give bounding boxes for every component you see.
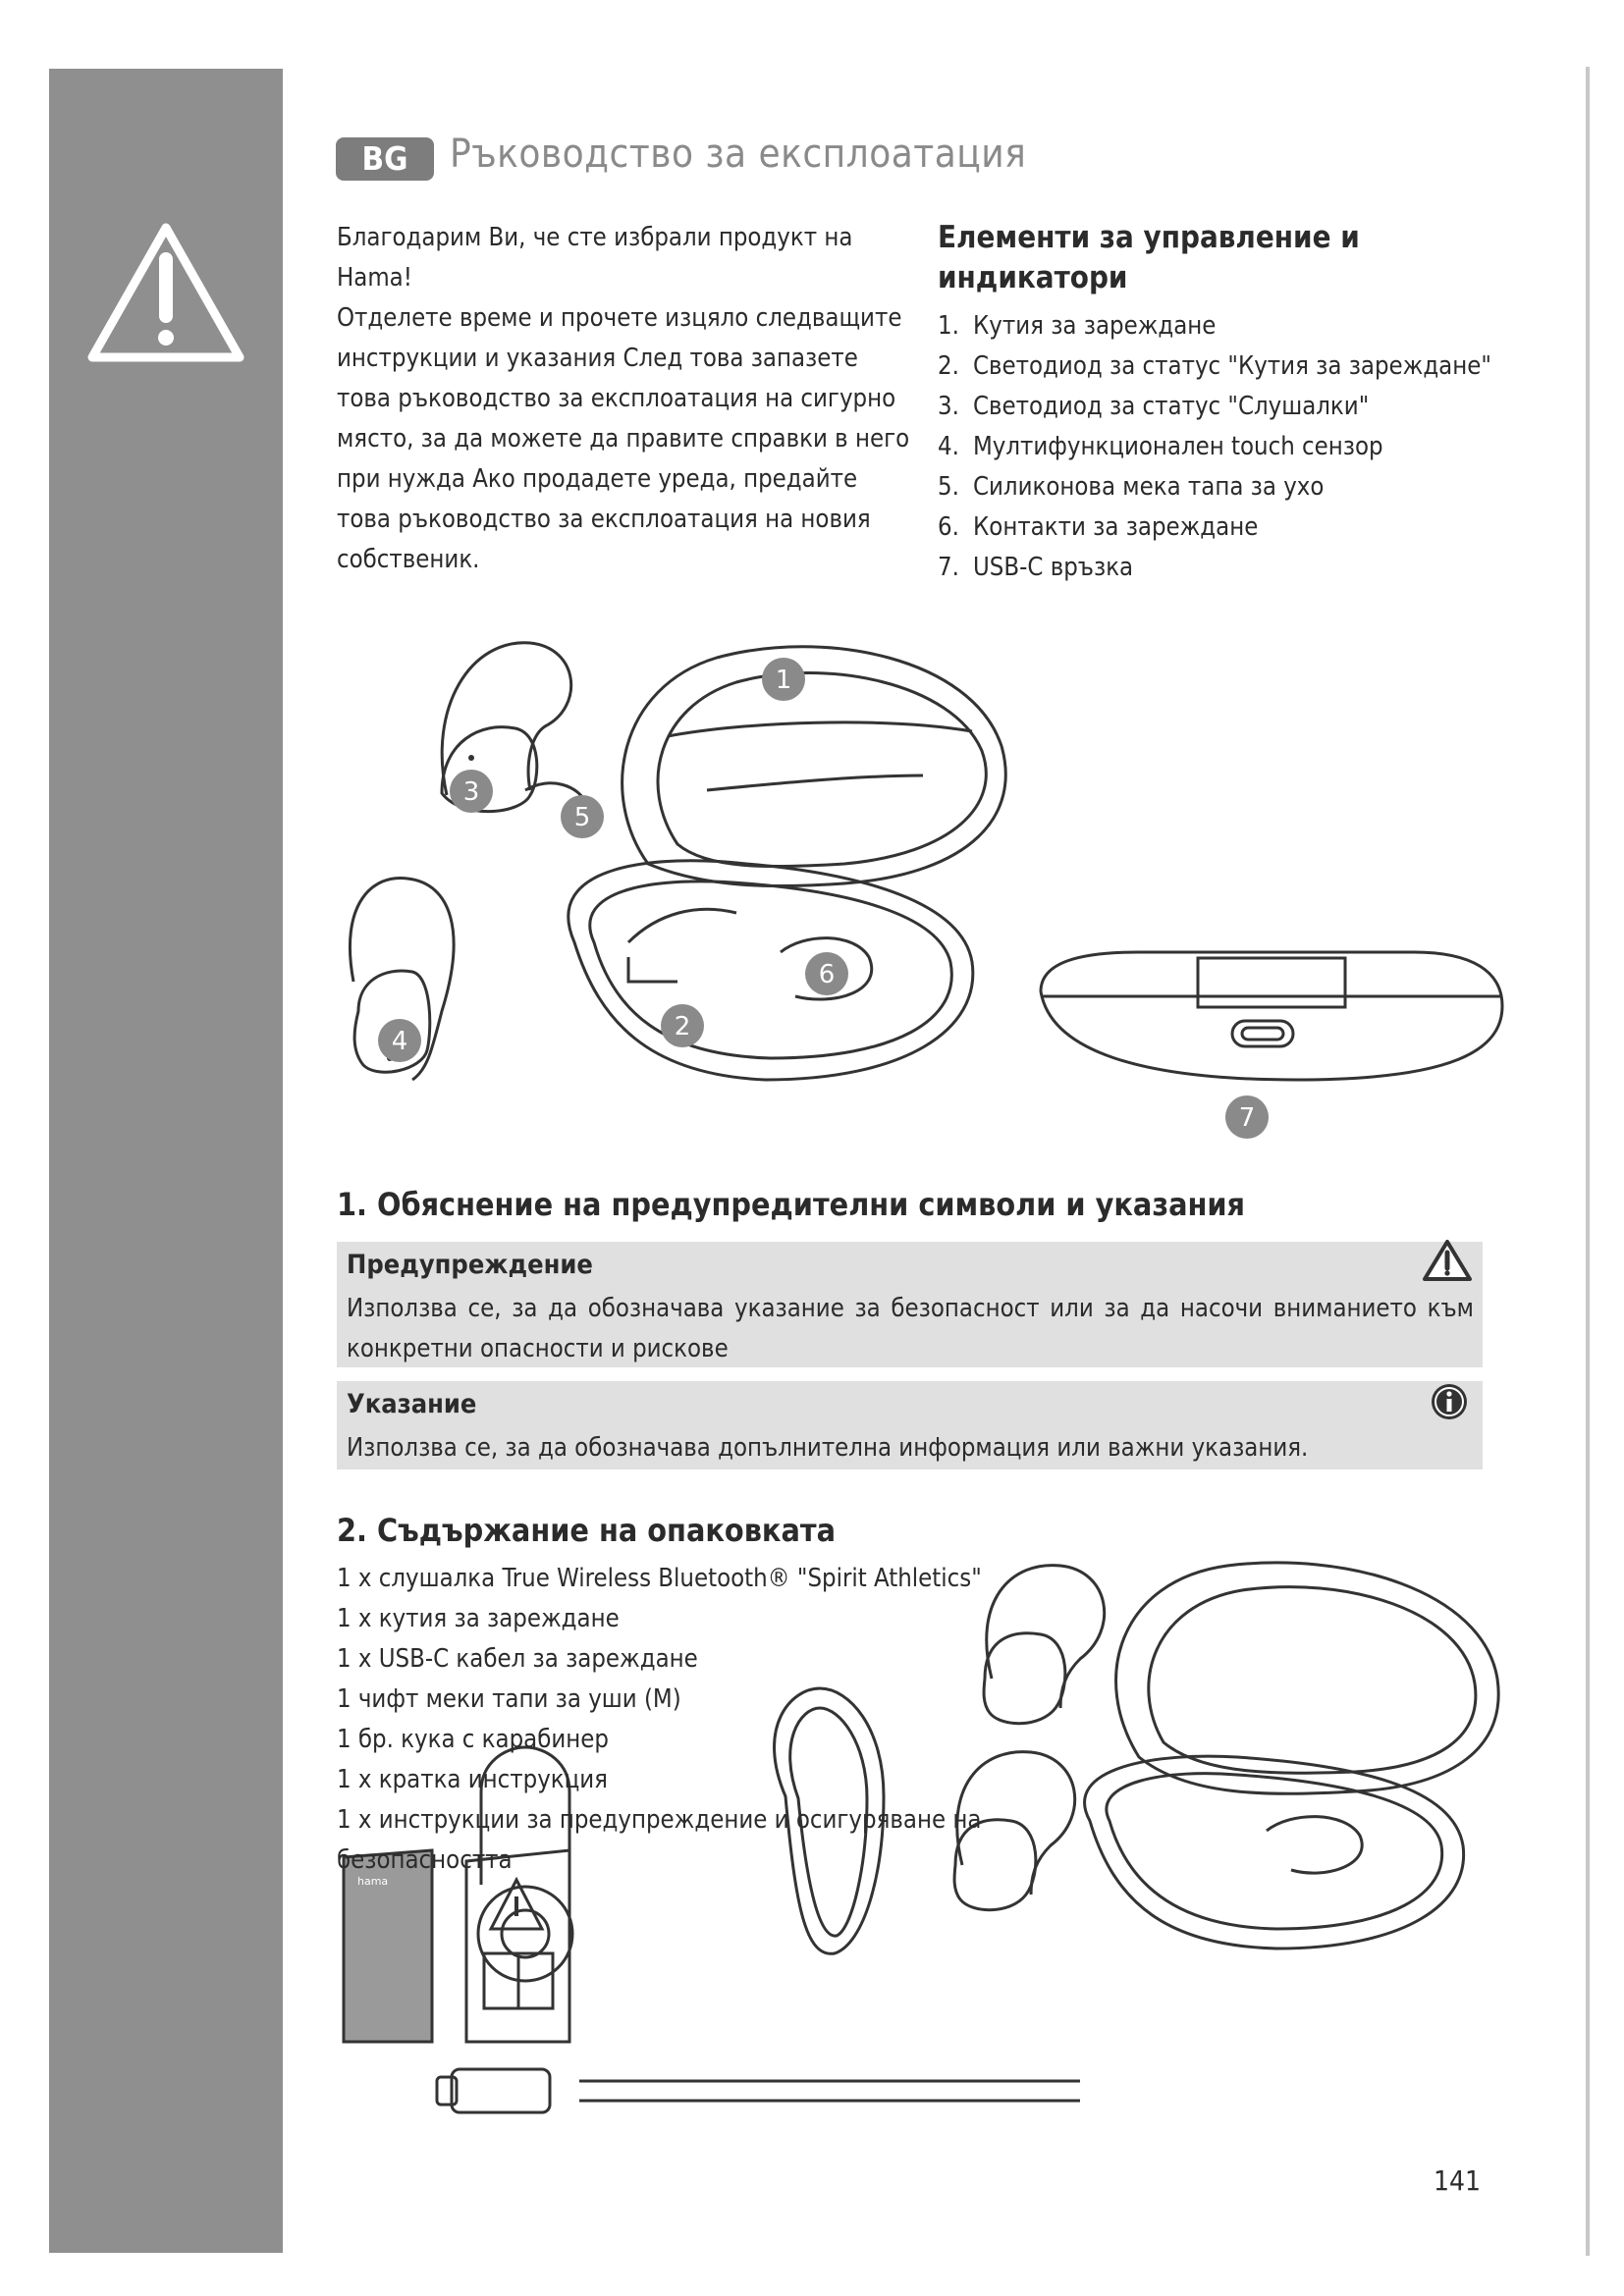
list-item [938,387,1491,427]
callout-2 [661,1004,704,1047]
item-label: Светодиод за статус "Слушалки" [973,392,1370,421]
list-item [938,548,1491,588]
note-title: Указание [347,1389,477,1419]
controls-heading: Елементи за управление и индикатори [938,220,1360,295]
list-item: 1 чифт меки тапи за уши (M) [337,1684,681,1714]
document-title: Ръководство за експлоатация [450,132,1027,177]
callout-label: 3 [462,777,480,807]
list-item: 1 x кутия за зареждане [337,1604,620,1633]
callout-label: 4 [391,1027,408,1056]
page-edge-rule [1586,67,1590,2256]
product-diagram [334,618,1522,1168]
list-item: 1 x кратка инструкция [337,1765,608,1794]
list-item: 1 x USB-C кабел за зареждане [337,1644,698,1674]
list-item: 1 x инструкции за предупреждение и осигуряване на безопасността [337,1805,982,1875]
list-item [938,306,1491,347]
item-label: Кутия за зареждане [973,311,1217,341]
item-label: USB-C връзка [973,553,1134,582]
list-item [938,347,1491,387]
section-1-heading: 1. Обяснение на предупредителни символи и указания [337,1186,1246,1223]
callout-7 [1225,1095,1269,1139]
intro-paragraph: Отделете време и прочете изцяло следващите инструкции и указания След това запазете това ръководство за експлоатация на сигурно място, за да можете да правите справки в него при нужда Ако продадете уреда, предайте това ръководство за експлоатация на новия собственик. [337,303,910,574]
item-number: 2. [938,351,959,381]
case-side-drawing [1041,952,1502,1080]
item-label: Силиконова мека тапа за ухо [973,472,1325,502]
warning-triangle-icon [86,222,245,364]
item-number: 7. [938,553,959,582]
warning-text: Използва се, за да обозначава указание за безопасност или за да насочи вниманието към конкретни опасности и рискове [347,1294,1474,1363]
page-number: 141 [1434,2164,1482,2197]
callout-4 [378,1019,421,1062]
warning-triangle-icon [1422,1239,1473,1282]
language-badge: BG [336,137,434,181]
item-number: 5. [938,472,959,502]
intro-paragraph: Благодарим Ви, че сте избрали продукт на Hama! [337,223,853,293]
list-item: 1 x слушалка True Wireless Bluetooth® "Spirit Athletics" [337,1564,982,1593]
callout-6 [805,952,848,995]
warning-title: Предупреждение [347,1250,593,1280]
callout-label: 5 [573,803,591,832]
package-contents-list [337,1559,1024,1881]
item-number: 6. [938,512,959,542]
item-label: Светодиод за статус "Кутия за зареждане" [973,351,1491,381]
callout-1 [762,658,805,701]
controls-list [938,306,1491,588]
callout-label: 2 [674,1012,691,1041]
sidebar-band [49,69,283,2253]
list-item [938,507,1491,548]
warning-notice [337,1242,1483,1367]
callout-label: 6 [818,960,836,989]
list-item: 1 бр. кука с карабинер [337,1725,609,1754]
note-notice [337,1381,1483,1469]
callout-5 [561,795,604,838]
section-2-heading: 2. Съдържание на опаковката [337,1512,836,1549]
list-item [938,427,1491,467]
item-label: Контакти за зареждане [973,512,1259,542]
callout-label: 7 [1238,1103,1256,1133]
item-number: 3. [938,392,959,421]
item-label: Мултифункционален touch сензор [973,432,1383,461]
item-number: 4. [938,432,959,461]
usb-c-cable-drawing [579,2081,1080,2101]
booklet-brand: hama [357,1875,389,1888]
list-item [938,467,1491,507]
intro-text [337,218,916,580]
note-text: Използва се, за да обозначава допълнителна информация или важни указания. [347,1433,1309,1463]
case-lid-drawing [623,647,1006,886]
item-number: 1. [938,311,959,341]
callout-3 [450,770,493,813]
info-circle-icon [1430,1382,1469,1421]
callout-label: 1 [775,666,792,695]
